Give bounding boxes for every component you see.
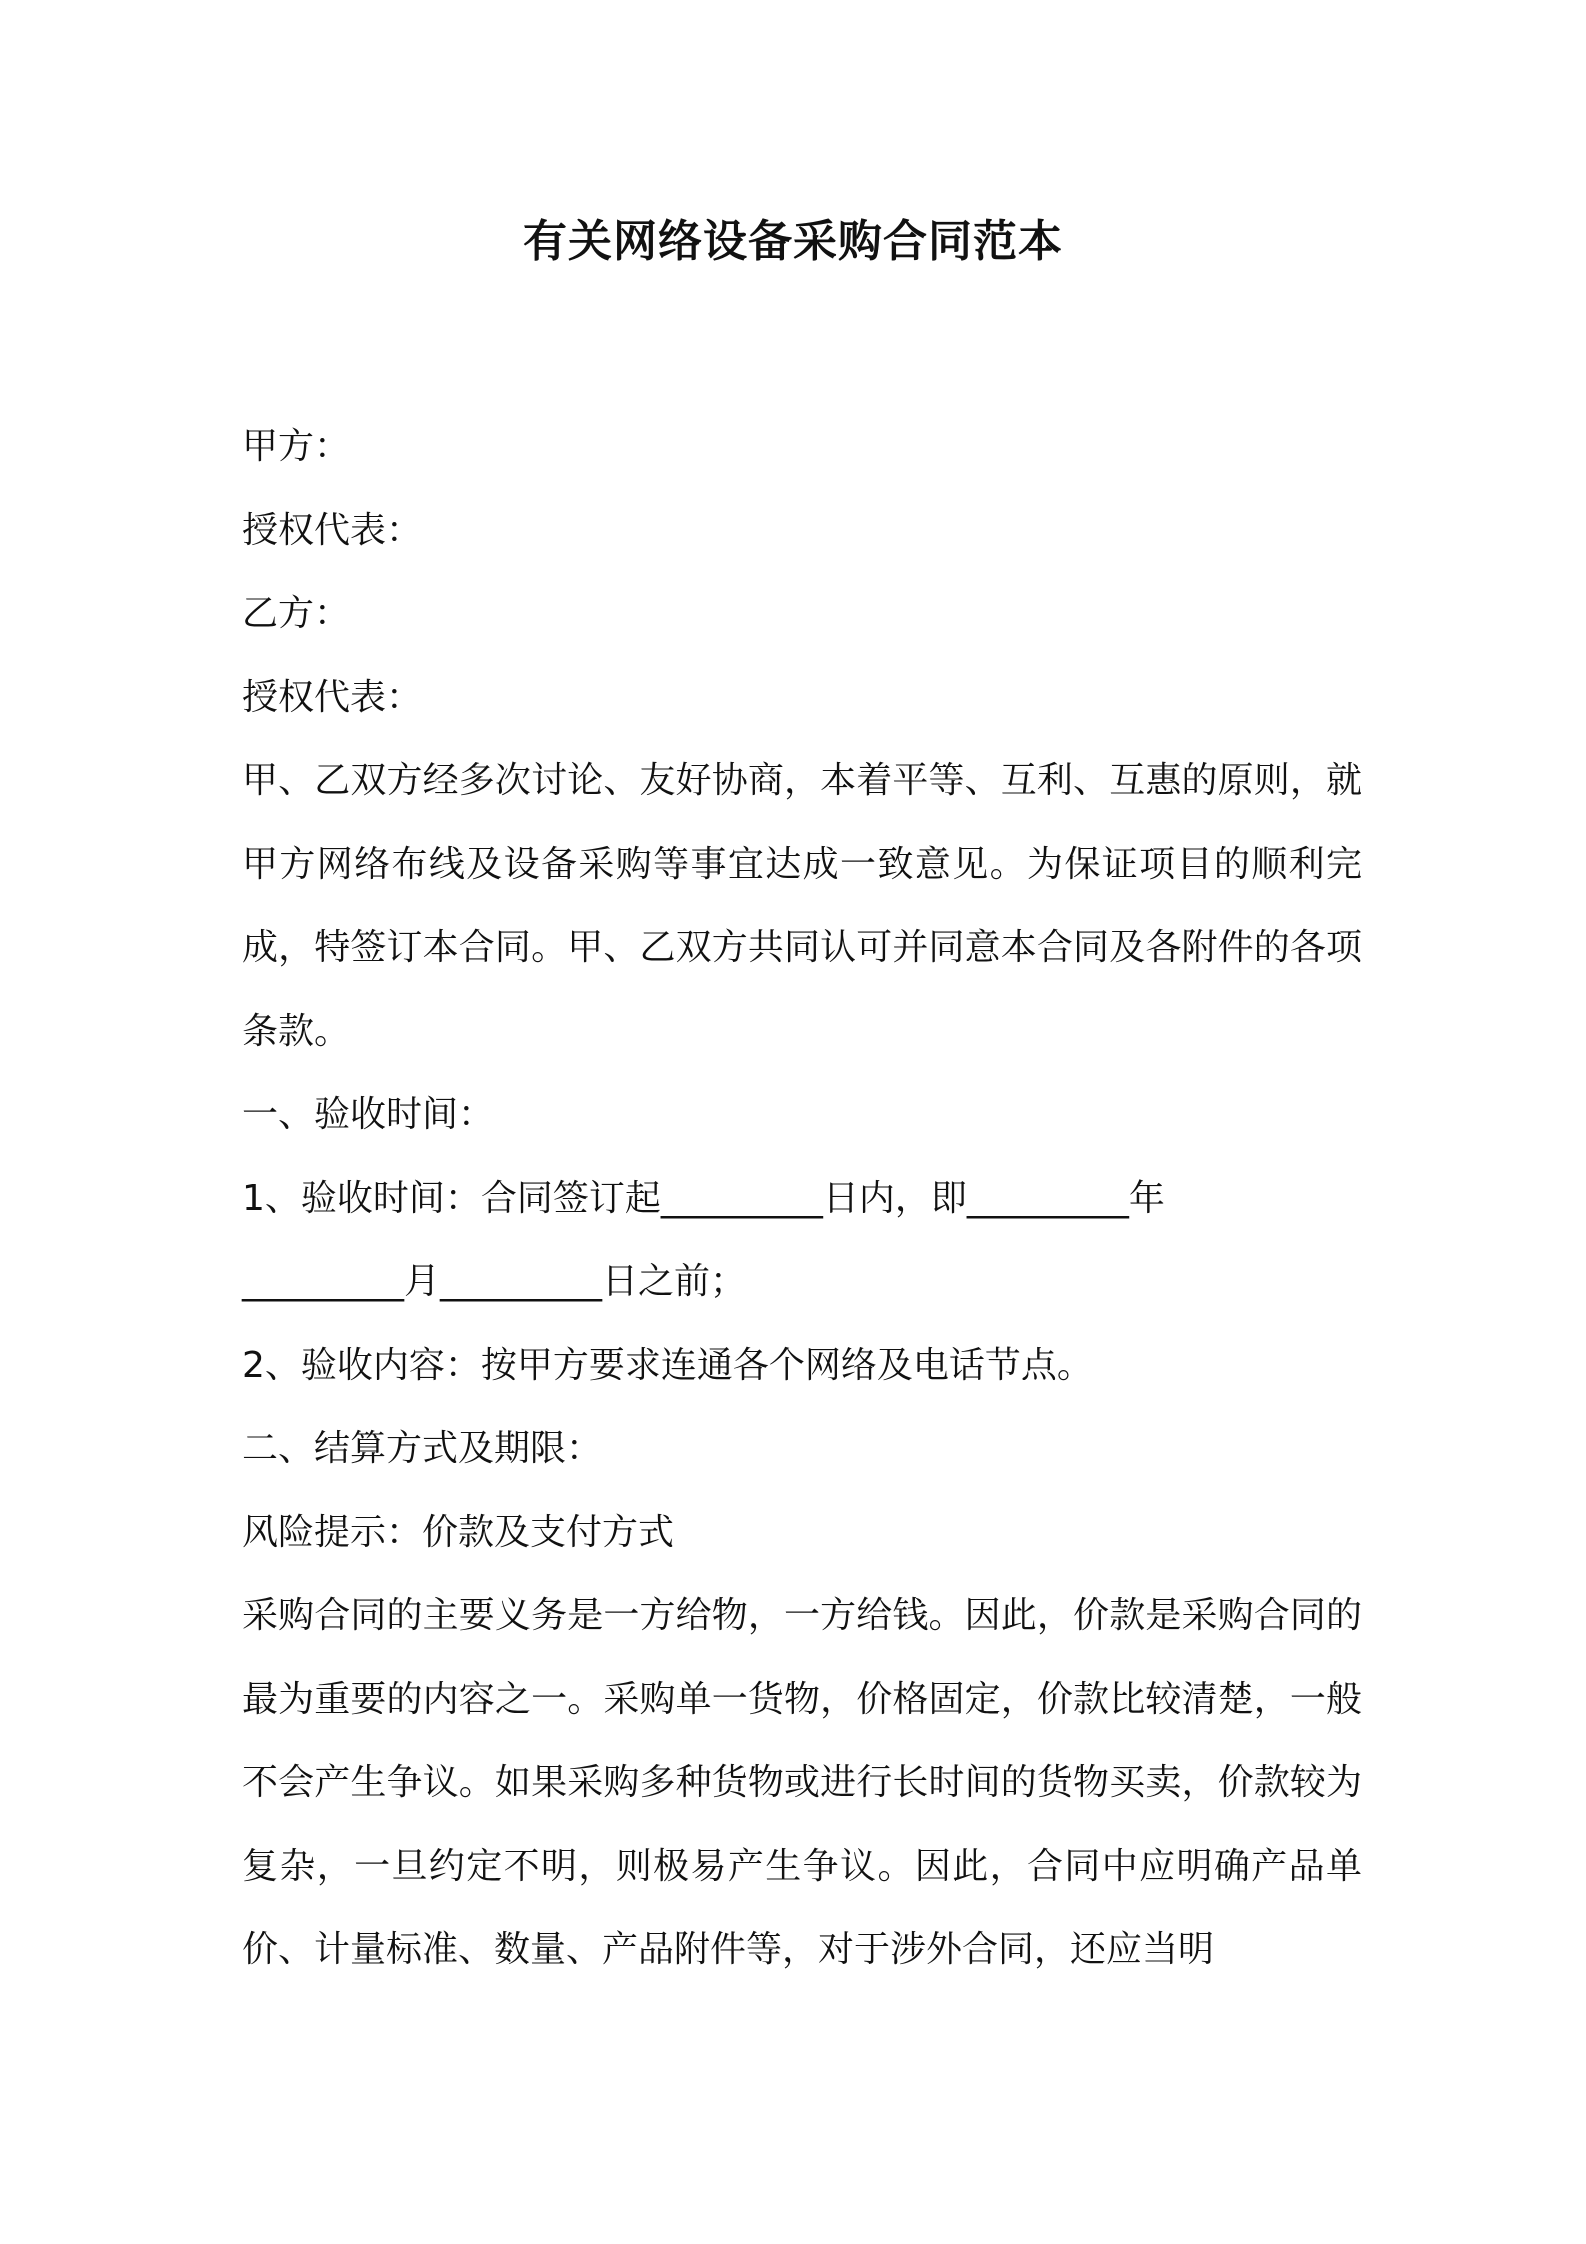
party-a-line: 甲方： bbox=[242, 426, 351, 467]
section-2-heading: 二、结算方式及期限： bbox=[242, 1428, 603, 1469]
item-1-line-2: _________月_________日之前； bbox=[242, 1261, 747, 1302]
risk-label: 风险提示：价款及支付方式 bbox=[242, 1511, 675, 1553]
risk-paragraph: 采购合同的主要义务是一方给物，一方给钱。因此，价款是采购合同的最为重要的内容之一。采购单一货物，价格固定，价款比较清楚，一般不会产生争议。如果采购多种货物或进行长时间的货物买卖，价款较为复杂，一旦约定不明，则极易产生争议。因此，合同中应明确产品单价、计量标准、数量、产品附件等，对于涉外合同，还应当明 bbox=[242, 1595, 1362, 1970]
party-a-rep-line: 授权代表： bbox=[242, 509, 423, 551]
preamble-paragraph: 甲、乙双方经多次讨论、友好协商，本着平等、互利、互惠的原则，就甲方网络布线及设备采购等事宜达成一致意见。为保证项目的顺利完成，特签订本合同。甲、乙双方共同认可并同意本合同及各附件的各项条款。 bbox=[242, 760, 1362, 1052]
item-2-line: 2、验收内容：按甲方要求连通各个网络及电话节点。 bbox=[242, 1344, 1093, 1386]
item-1-line-1: 1、验收时间：合同签订起_________日内，即_________年 bbox=[242, 1177, 1165, 1219]
section-1-heading: 一、验收时间： bbox=[242, 1094, 495, 1135]
document-body bbox=[242, 405, 1362, 1992]
party-b-line: 乙方： bbox=[242, 593, 351, 634]
document-title: 有关网络设备采购合同范本 bbox=[523, 216, 1063, 267]
party-b-rep-line: 授权代表： bbox=[242, 676, 423, 718]
